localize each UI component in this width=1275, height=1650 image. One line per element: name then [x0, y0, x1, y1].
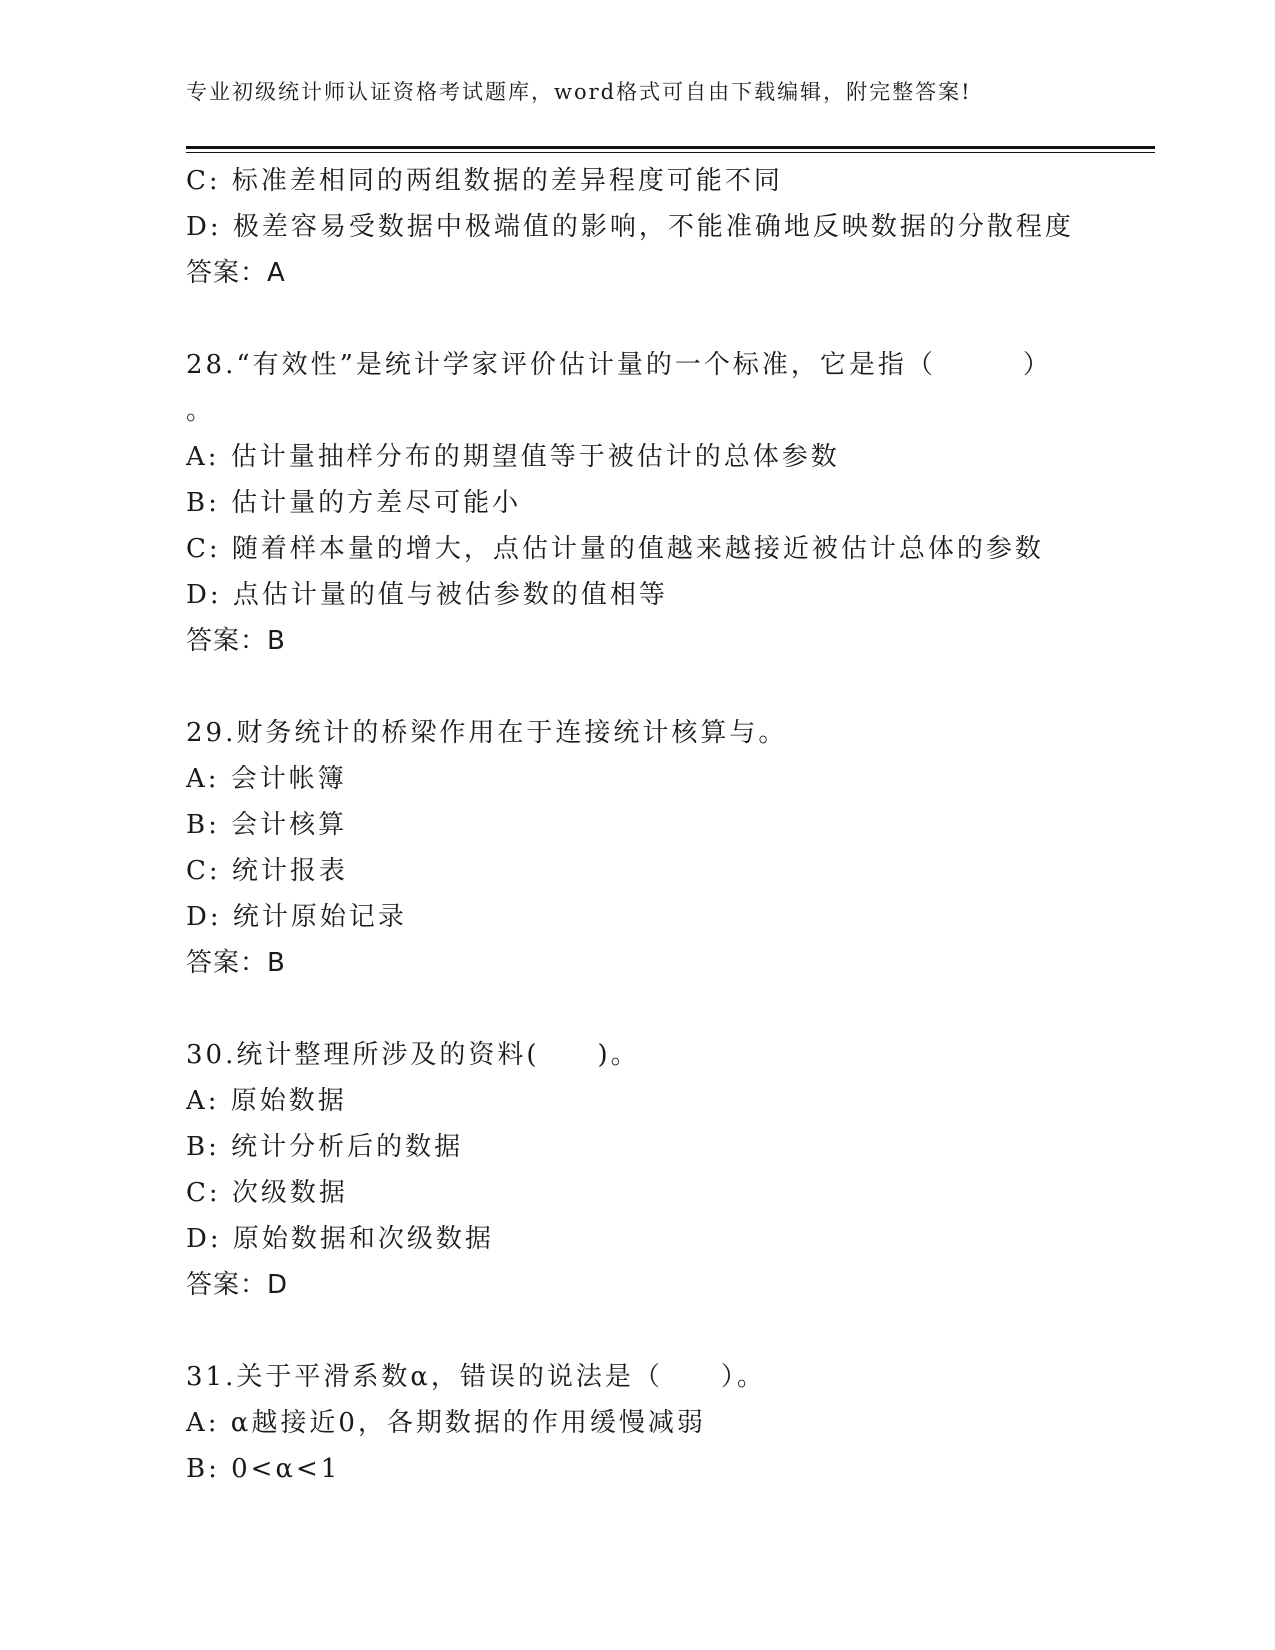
spacer [186, 1308, 1146, 1354]
option-b: B: 0<α<1 [186, 1454, 341, 1484]
option-c: C: 次级数据 [186, 1178, 348, 1208]
question-list [186, 158, 1146, 1492]
question-31 [186, 1354, 1146, 1492]
option-a: A: 估计量抽样分布的期望值等于被估计的总体参数 [186, 442, 840, 472]
question-29 [186, 710, 1146, 986]
question-28 [186, 342, 1146, 664]
header-rule-thick [186, 146, 1155, 149]
answer: 答案：B [186, 948, 286, 978]
option-d: D: 极差容易受数据中极端值的影响，不能准确地反映数据的分散程度 [186, 212, 1074, 242]
option-d: D: 原始数据和次级数据 [186, 1224, 494, 1254]
option-b: B: 估计量的方差尽可能小 [186, 488, 522, 518]
option-a: A: 会计帐簿 [186, 764, 347, 794]
option-c: C: 随着样本量的增大，点估计量的值越来越接近被估计总体的参数 [186, 534, 1044, 564]
question-stem: 30.统计整理所涉及的资料( )。 [186, 1040, 640, 1070]
question-stem: 28.“有效性”是统计学家评价估计量的一个标准，它是指（ ） [186, 350, 1052, 380]
option-c: C: 统计报表 [186, 856, 348, 886]
option-d: D: 统计原始记录 [186, 902, 407, 932]
spacer [186, 664, 1146, 710]
answer: 答案：A [186, 258, 286, 288]
question-stem: 29.财务统计的桥梁作用在于连接统计核算与。 [186, 718, 788, 748]
option-a: A: 原始数据 [186, 1086, 347, 1116]
option-b: B: 会计核算 [186, 810, 348, 840]
answer: 答案：B [186, 626, 286, 656]
spacer [186, 986, 1146, 1032]
question-27-tail [186, 158, 1146, 296]
question-30 [186, 1032, 1146, 1308]
header-rule-thin [186, 152, 1155, 153]
option-b: B: 统计分析后的数据 [186, 1132, 464, 1162]
page-header: 专业初级统计师认证资格考试题库，word格式可自由下载编辑，附完整答案! [186, 80, 972, 104]
spacer [186, 296, 1146, 342]
option-d: D: 点估计量的值与被估参数的值相等 [186, 580, 668, 610]
answer: 答案：D [186, 1270, 289, 1300]
option-c: C: 标准差相同的两组数据的差异程度可能不同 [186, 166, 783, 196]
question-stem: 31.关于平滑系数α，错误的说法是（ ）。 [186, 1362, 766, 1392]
question-stem-continued: 。 [186, 396, 216, 426]
option-a: A: α越接近0，各期数据的作用缓慢减弱 [186, 1408, 706, 1438]
